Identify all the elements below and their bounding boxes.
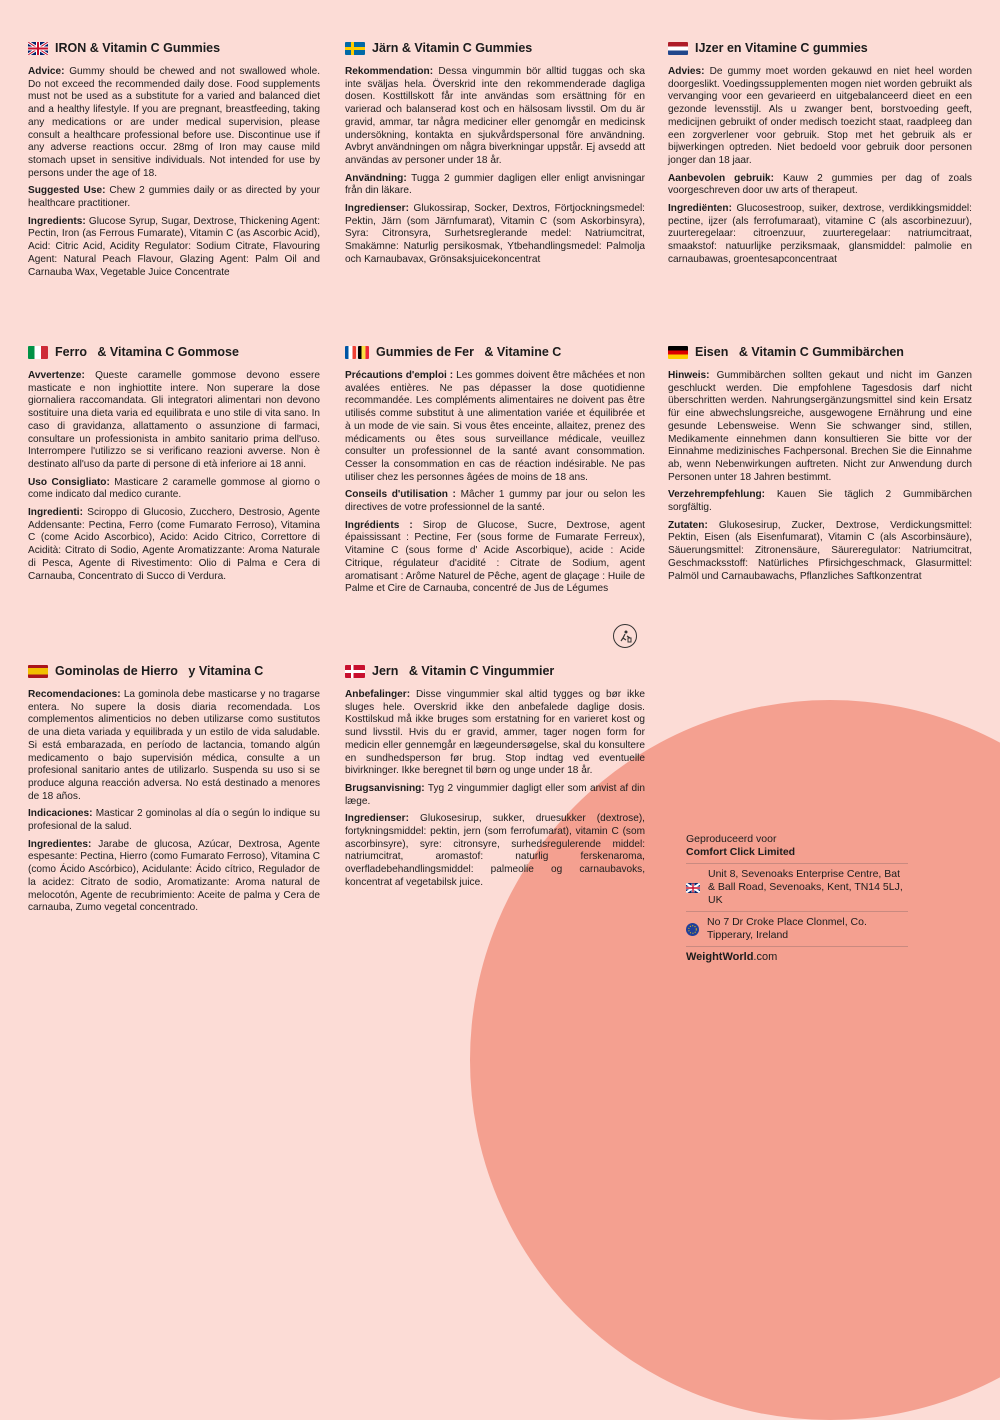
section-title: Jern & Vitamin C Vingummier <box>345 663 645 679</box>
use-paragraph: Brugsanvisning: Tyg 2 vingummier dagligt eller som anvist af din læge. <box>345 782 646 807</box>
advice-paragraph: Advies: De gummy moet worden gekauwd en niet heel worden doorgeslikt. Voedingssupplementen mogen niet worden gebruikt als vervanging voor een gevarieerd en uitgebalanceerd dieet en een gezonde levensstijl. Als u zwanger bent, borstvoeding geeft, medicijnen gebruikt of onder medisch toezicht staat, raadpleeg dan een zorgverlener voor gebruik. Stop met het gebruik als er bijwerkingen optreden. Niet bedoeld voor gebruik door personen jonger dan 18 jaar. <box>668 66 972 166</box>
section-title: IRON & Vitamin C Gummies <box>28 40 320 56</box>
uk-address: Unit 8, Sevenoaks Enterprise Centre, Bat & Ball Road, Sevenoaks, Kent, TN14 5LJ, UK <box>708 868 903 906</box>
denmark-flag-icon <box>345 665 365 678</box>
eu-flag-icon <box>686 923 699 936</box>
advice-paragraph: Anbefalinger: Disse vingummier skal altid tygges og bør ikke sluges hele. Overskrid ikke den anbefalede daglige dosis. Kosttilskud må ikke bruges som erstatning for en varieret kost og sund livsstil. Hvis du er gravid, ammer, tager nogen form for medicin eller gennemgår en lægeundersøgelse, skal du konsultere en sundhedsperson før brug. Stop indtag ved eventuelle bivirkninger. Ikke beregnet til børn og unge under 18 år. <box>345 689 645 777</box>
italy-flag-icon <box>28 346 48 359</box>
advice-paragraph: Précautions d'emploi : Les gommes doivent être mâchées et non avalées entières. Ne pas dépasser la dose quotidienne recommandée. Les compléments alimentaires ne doivent pas être utilisés comme substitut à une alimentation variée et équilibrée et à un mode de vie sain. Si vous êtes enceinte, allaitez, prenez des médicaments ou êtes sous surveillance médicale, veuillez consulter un professionnel de la santé avant consommation. Cesser la consommation en cas de réaction indésirable. Ne pas utiliser chez les personnes âgées de moins de 18 ans. <box>345 370 646 483</box>
section-title: Järn & Vitamin C Gummies <box>345 40 645 56</box>
use-paragraph: Indicaciones: Masticar 2 gominolas al día o según lo indique su profesional de la salud. <box>28 808 320 833</box>
ingredients-paragraph: Ingredientes: Jarabe de glucosa, Azúcar, Dextrosa, Agente espesante: Pectina, Hierro (como Fumarato Ferroso), Vitamina C (como Ácido Ascórbico), Acidulante: Ácido cítrico, Regulador de la acidez: Citrato de sodio, Aromatizante: Aroma natural de melocotón, Agente de recubrimiento: Aceite de palma y Cera de carnauba, Zumo vegetal concentrado. <box>28 838 320 914</box>
spain-flag-icon <box>28 665 48 678</box>
section-title: IJzer en Vitamine C gummies <box>668 40 972 56</box>
ingredients-paragraph: Zutaten: Glukosesirup, Zucker, Dextrose, Verdickungsmittel: Pektin, Eisen (als Eisenfumarat), Vitamin C (als Ascorbinsäure), Säuerungsmittel: Zitronensäure, Säureregulator: Natriumcitrat, Geschmacksstoff: Natürliches Pfirsichgeschmack, Glasurmittel: Palmöl und Carnaubawachs, Pflanzliches Saftkonzentrat <box>668 519 972 582</box>
ingredients-paragraph: Ingredients: Glucose Syrup, Sugar, Dextrose, Thickening Agent: Pectin, Iron (as Ferrous Fumarate), Vitamin C (as Ascorbic Acid), Acid: Citric Acid, Acidity Regulator: Sodium Citrate, Flavouring Agent: Natural Peach Flavour, Glazing Agent: Palm Oil and Carnauba Wax, Vegetable Juice Concentrate <box>28 215 320 278</box>
eu-address: No 7 Dr Croke Place Clonmel, Co. Tipperary, Ireland <box>707 916 867 941</box>
uk-flag-icon <box>28 42 48 55</box>
sweden-flag-icon <box>345 42 365 55</box>
uk-address-row <box>686 863 908 911</box>
produced-for-label: Geproduceerd voor <box>686 833 777 845</box>
use-paragraph: Uso Consigliato: Masticare 2 caramelle gommose al giorno o come indicato dal medico curante. <box>28 476 320 501</box>
use-paragraph: Verzehrempfehlung: Kauen Sie täglich 2 Gummibärchen sorgfältig. <box>668 489 972 514</box>
section-title: Gummies de Fer & Vitamine C <box>345 344 645 360</box>
company-name: Comfort Click Limited <box>686 846 796 858</box>
use-paragraph: Suggested Use: Chew 2 gummies daily or as directed by your healthcare practitioner. <box>28 185 321 210</box>
netherlands-flag-icon <box>668 42 688 55</box>
eu-address-row <box>686 911 908 946</box>
tidyman-recycle-icon <box>613 624 637 648</box>
advice-paragraph: Hinweis: Gummibärchen sollten gekaut und nicht im Ganzen geschluckt werden. Die empfohlene Tagesdosis darf nicht überschritten werden. Nahrungsergänzungsmittel sind kein Ersatz für eine abwechslungsreiche, ausgewogene Ernährung und eine gesunde Lebensweise. Wenn Sie schwanger sind, stillen, Medikamente einnehmen dann konsultieren Sie bitte vor der Einnahme medizinisches Fachpersonal. Brechen Sie die Einnahme ab, wenn Nebenwirkungen auftreten. Nicht zur Anwendung durch Personen unter 18 Jahren bestimmt. <box>668 370 972 483</box>
brand-logo: WeightWorld.com <box>686 946 908 963</box>
section-title: Ferro & Vitamina C Gommose <box>28 344 320 360</box>
ingredients-paragraph: Ingrediënten: Glucosestroop, suiker, dextrose, verdikkingsmiddel: pectine, ijzer (als ferrofumaraat), vitamine C (als ascorbinezuur), zuurteregelaar: citroenzuur, zuurteregelaar: natriumcitraat, smaakstof: natuurlijke perziksmaak, glansmiddel: palmolie en carnaubawas, groentesapconcentraat <box>668 203 972 265</box>
uk-flag-icon <box>686 883 700 893</box>
ingredients-paragraph: Ingredienser: Glukosesirup, sukker, druesukker (dextrose), fortykningsmiddel: pektin, jern (som ferrofumarat), vitamin C (som ascorbinsyre), syre: citronsyre, surhedsregulerende middel: natriumcitrat, aromastof: naturlig ferskenaroma, overfladebehandlingsmiddel: palmeolie og carnaubavoks, koncentrat af vegetabilsk juice. <box>345 813 645 888</box>
france-flag-icon <box>345 346 356 359</box>
company-info <box>686 833 908 963</box>
section-da <box>345 663 645 895</box>
section-fr <box>345 344 645 601</box>
section-de <box>668 344 972 588</box>
use-paragraph: Aanbevolen gebruik: Kauw 2 gummies per dag of zoals voorgeschreven door uw arts of therapeut. <box>668 172 972 197</box>
ingredients-paragraph: Ingrédients : Sirop de Glucose, Sucre, Dextrose, agent épaississant : Pectine, Fer (sous forme de Fumarate Ferreux), Vitamine C (sous forme d' Acide Ascorbique), acide : Acide Citrique, régulateur d'acidité : Citrate de Sodium, agent aromatisant : Arôme Naturel de Pêche, agent de glaçage : Huile de Palme et Cire de Carnauba, concentré de Jus de Légumes <box>345 519 645 595</box>
advice-paragraph: Recomendaciones: La gominola debe masticarse y no tragarse entera. No supere la dosis diaria recomendada. Los complementos alimenticios no deben utilizarse como sustitutos de una dieta variada y equilibrada y un estilo de vida saludable. Si está embarazada, en período de lactancia, tomando algún medicamento o bajo supervisión médica, consulte a un profesional sanitario antes de utilizarlo. Suspenda su uso si se produce alguna reacción adversa. No está destinado a menores de 18 años. <box>28 689 320 802</box>
section-sv <box>345 40 645 272</box>
ingredients-paragraph: Ingredienti: Sciroppo di Glucosio, Zucchero, Destrosio, Agente Addensante: Pectina, Ferro (come Fumarato Ferroso), Vitamina C (come Acido Ascorbico), Acido: Acido Citrico, Correttore di Acidità: Citrato di Sodio, Agente Aromatizzante: Aroma Naturale di Pesca, Agente di Rivestimento: Olio di Palma e Cera di Carnauba, Concentrato di Succo di Verdura. <box>28 507 320 582</box>
section-en <box>28 40 320 284</box>
section-title: Eisen & Vitamin C Gummibärchen <box>668 344 972 360</box>
belgium-flag-icon <box>358 346 369 359</box>
section-title: Gominolas de Hierro y Vitamina C <box>28 663 320 679</box>
germany-flag-icon <box>668 346 688 359</box>
section-es <box>28 663 320 920</box>
use-paragraph: Conseils d'utilisation : Mâcher 1 gummy par jour ou selon les directives de votre professionnel de la santé. <box>345 489 645 514</box>
advice-paragraph: Advice: Gummy should be chewed and not swallowed whole. Do not exceed the recommended daily dose. Food supplements must not be used as a substitute for a varied and balanced diet and a healthy lifestyle. If you are pregnant, breastfeeding, taking any medications or are under medical supervision, please consult a healthcare professional before use. Discontinue use if any adverse reactions occur. 28mg of Iron may cause mild stomach upset in sensitive individuals. Not intended for use by persons under the age of 18. <box>28 66 320 179</box>
section-nl <box>668 40 972 272</box>
use-paragraph: Användning: Tugga 2 gummier dagligen eller enligt anvisningar från din läkare. <box>345 172 645 197</box>
advice-paragraph: Rekommendation: Dessa vingummin bör alltid tuggas och ska inte sväljas hela. Överskrid inte den rekommenderade dagliga dosen. Kosttillskott får inte användas som ersättning för en varierad och balanserad kost och en hälsosam livsstil. Om du är gravid, ammar, tar några mediciner eller genomgår en medicinsk undersökning, kontakta en sjukvårdspersonal före användning. Avbryt användningen om några biverkningar uppstår. Ej avsedd att användas av personer under 18 år. <box>345 66 646 166</box>
ingredients-paragraph: Ingredienser: Glukossirap, Socker, Dextros, Förtjockningsmedel: Pektin, Järn (som Järnfumarat), Vitamin C (som Askorbinsyra), Syra: Citronsyra, Surhetsreglerande medel: Natriumcitrat, Smakämne: Naturlig persikosmak, Ytbehandlingsmedel: Palmolja och Karnaubavax, Grönsaksjuicekoncentrat <box>345 203 645 265</box>
advice-paragraph: Avvertenze: Queste caramelle gommose devono essere masticate e non inghiottite intere. Non superare la dose giornaliera raccomandata. Gli integratori alimentari non devono sostituire una dieta varia ed equilibrata e uno stile di vita sano. In caso di gravidanza, allattamento o assunzione di farmaci, consultare un professionista in ambito sanitario prima dell'uso. Interrompere l'utilizzo se si verificano reazioni avverse. Non è destinato all'uso da parte di persone di età inferiore ai 18 anni. <box>28 370 321 470</box>
section-it <box>28 344 320 588</box>
